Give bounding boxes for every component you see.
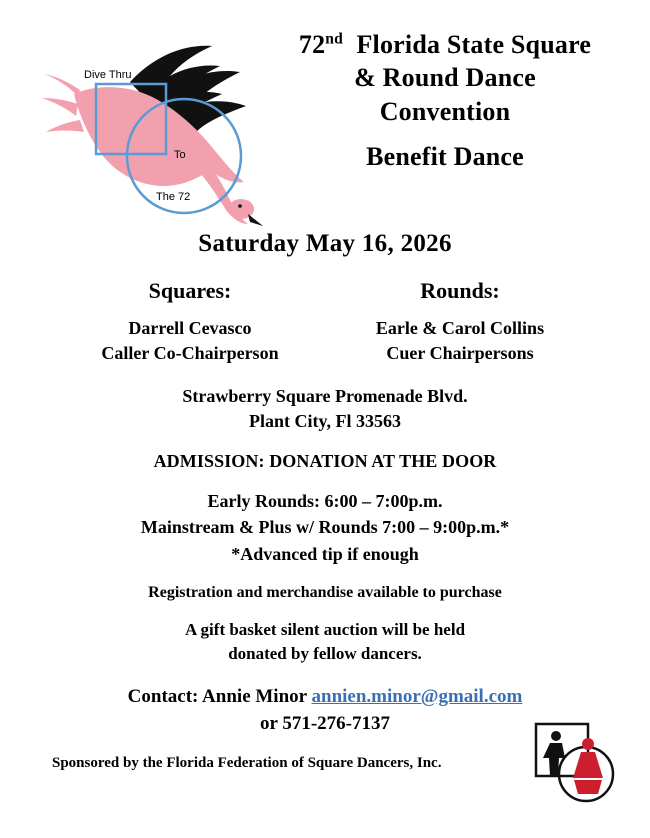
venue-line-2: Plant City, Fl 33563 bbox=[249, 411, 401, 432]
contact-line-1 bbox=[0, 683, 650, 711]
contact-phone: or 571-276-7137 bbox=[260, 713, 390, 735]
title-line-3: Convention bbox=[379, 96, 511, 126]
squares-caller-name: Darrell Cevasco bbox=[128, 318, 252, 338]
title-line-1 bbox=[250, 28, 640, 61]
rounds-column bbox=[325, 278, 595, 366]
logo-text-to: To bbox=[174, 149, 186, 161]
staff-columns bbox=[0, 278, 650, 366]
event-date: Saturday May 16, 2026 bbox=[198, 230, 452, 257]
admission-note: ADMISSION: DONATION AT THE DOOR bbox=[153, 450, 497, 471]
venue-line-1: Strawberry Square Promenade Blvd. bbox=[182, 385, 468, 406]
schedule-line-2: Mainstream & Plus w/ Rounds 7:00 – 9:00p.m.* bbox=[140, 517, 510, 538]
logo-text-the-72: The 72 bbox=[156, 191, 191, 203]
schedule-times bbox=[0, 488, 650, 568]
rounds-heading: Rounds: bbox=[420, 278, 500, 303]
dive-thru-to-the-72-flamingo-logo bbox=[34, 28, 264, 228]
contact-email-link[interactable]: annien.minor@gmail.com bbox=[311, 685, 523, 707]
male-dancer-shape bbox=[543, 731, 565, 776]
title-line-1-rest: Florida State Square bbox=[356, 30, 592, 59]
auction-note bbox=[0, 618, 650, 667]
sponsor-line: Sponsored by the Florida Federation of Square Dancers, Inc. bbox=[52, 755, 442, 771]
rounds-cuer-role: Cuer Chairpersons bbox=[386, 342, 534, 363]
title-ordinal-suffix: nd bbox=[325, 30, 344, 48]
female-dancer-shape bbox=[573, 738, 603, 794]
squares-caller-role: Caller Co-Chairperson bbox=[101, 342, 279, 363]
flamingo-head-shape bbox=[228, 199, 263, 226]
ffsd-dancers-logo bbox=[534, 722, 620, 804]
logo-text-dive-thru: Dive Thru bbox=[84, 69, 132, 81]
auction-line-2: donated by fellow dancers. bbox=[228, 644, 422, 664]
squares-heading: Squares: bbox=[148, 278, 232, 303]
schedule-line-1: Early Rounds: 6:00 – 7:00p.m. bbox=[207, 490, 443, 511]
registration-note: Registration and merchandise available to purchase bbox=[148, 583, 502, 601]
contact-name: Contact: Annie Minor bbox=[127, 685, 307, 707]
auction-line-1: A gift basket silent auction will be held bbox=[184, 619, 466, 639]
schedule-line-3: *Advanced tip if enough bbox=[231, 544, 419, 564]
rounds-cuer-name: Earle & Carol Collins bbox=[375, 318, 545, 338]
squares-column bbox=[55, 278, 325, 366]
title-line-4: Benefit Dance bbox=[366, 141, 524, 171]
flyer-body bbox=[0, 230, 650, 738]
title-line-2: & Round Dance bbox=[354, 63, 536, 93]
flyer-title bbox=[250, 28, 640, 173]
venue-address bbox=[0, 384, 650, 435]
title-number: 72 bbox=[298, 30, 326, 59]
